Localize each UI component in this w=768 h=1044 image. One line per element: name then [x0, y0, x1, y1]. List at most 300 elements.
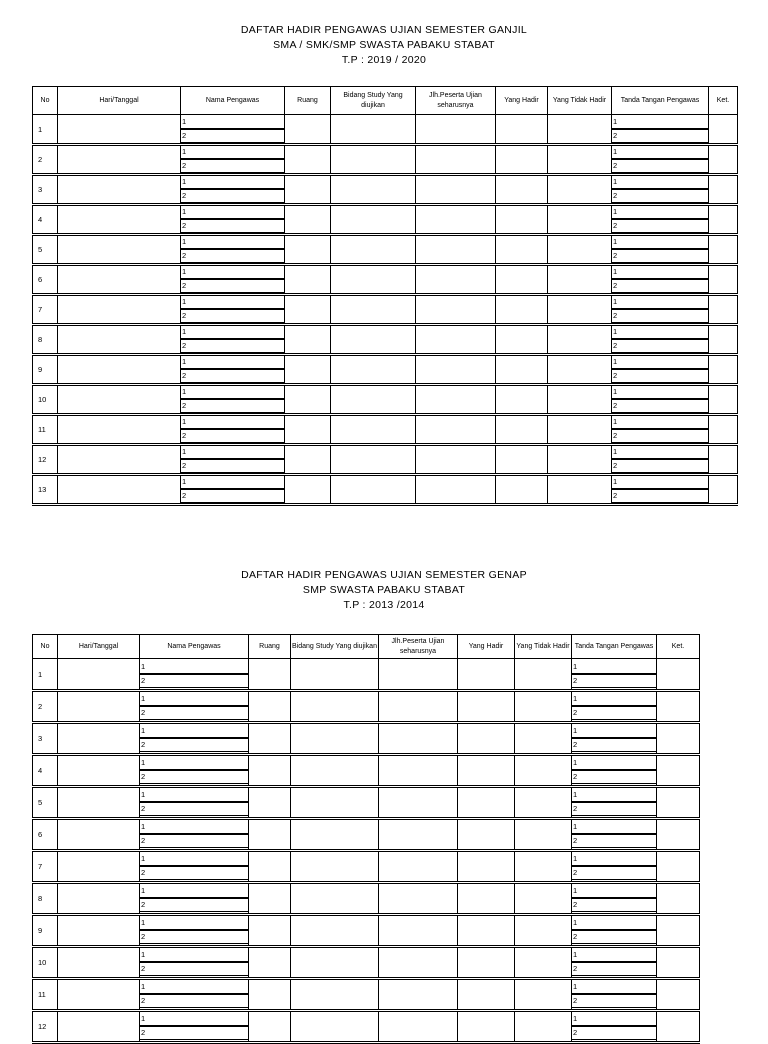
slot-label: 2 [140, 675, 248, 688]
cell-tidak-hadir[interactable] [515, 755, 572, 787]
cell-tidak-hadir[interactable] [515, 947, 572, 979]
slot-label: 1 [181, 476, 284, 490]
cell-ket[interactable] [709, 415, 738, 445]
slot-label: 2 [140, 931, 248, 944]
attendance-table [32, 86, 738, 506]
cell-ruang[interactable] [285, 205, 331, 235]
cell-jlh[interactable] [416, 145, 496, 175]
cell-ket[interactable] [709, 235, 738, 265]
cell-bidang[interactable] [331, 475, 416, 505]
cell-ruang[interactable] [249, 1011, 291, 1043]
signature-cell[interactable] [612, 175, 709, 205]
supervisor-name-cell[interactable] [181, 205, 285, 235]
cell-ruang[interactable] [249, 659, 291, 691]
cell-tidak-hadir[interactable] [515, 659, 572, 691]
cell-jlh[interactable] [379, 947, 458, 979]
cell-jlh[interactable] [379, 659, 458, 691]
signature-cell[interactable] [612, 475, 709, 505]
cell-ruang[interactable] [285, 385, 331, 415]
signature-cell[interactable] [612, 325, 709, 355]
signature-cell[interactable] [612, 265, 709, 295]
cell-ket[interactable] [657, 851, 700, 883]
cell-jlh[interactable] [416, 415, 496, 445]
slot-label: 1 [572, 693, 656, 707]
cell-ruang[interactable] [285, 355, 331, 385]
slot-label: 1 [612, 446, 708, 460]
cell-jlh[interactable] [416, 385, 496, 415]
cell-ket[interactable] [657, 1011, 700, 1043]
cell-bidang[interactable] [291, 787, 379, 819]
cell-ruang[interactable] [249, 787, 291, 819]
cell-hadir[interactable] [496, 295, 548, 325]
cell-hari[interactable] [58, 691, 140, 723]
cell-hari[interactable] [58, 115, 181, 145]
cell-hari[interactable] [58, 235, 181, 265]
slot-label: 2 [612, 130, 708, 143]
slot-label: 1 [181, 206, 284, 220]
cell-ruang[interactable] [285, 445, 331, 475]
cell-hadir[interactable] [496, 145, 548, 175]
cell-ket[interactable] [709, 325, 738, 355]
sheet-title [0, 568, 768, 613]
cell-hadir[interactable] [458, 659, 515, 691]
cell-tidak-hadir[interactable] [515, 915, 572, 947]
row-number: 8 [33, 325, 58, 355]
signature-cell[interactable] [572, 915, 657, 947]
supervisor-name-cell[interactable] [181, 295, 285, 325]
cell-hadir[interactable] [458, 755, 515, 787]
table-row [33, 915, 700, 947]
cell-ruang[interactable] [249, 883, 291, 915]
supervisor-name-cell[interactable] [140, 947, 249, 979]
slot-label: 2 [572, 931, 656, 944]
cell-tidak-hadir[interactable] [515, 851, 572, 883]
cell-hari[interactable] [58, 385, 181, 415]
header-no: No [33, 635, 58, 659]
cell-tidak-hadir[interactable] [548, 355, 612, 385]
cell-ket[interactable] [657, 915, 700, 947]
cell-ruang[interactable] [285, 265, 331, 295]
signature-cell[interactable] [612, 205, 709, 235]
slot-label: 2 [181, 490, 284, 503]
signature-cell[interactable] [612, 115, 709, 145]
signature-cell[interactable] [572, 659, 657, 691]
signature-cell[interactable] [572, 787, 657, 819]
slot-label: 2 [181, 130, 284, 143]
cell-tidak-hadir[interactable] [515, 819, 572, 851]
slot-label: 2 [612, 220, 708, 233]
cell-jlh[interactable] [416, 175, 496, 205]
cell-hadir[interactable] [496, 445, 548, 475]
signature-cell[interactable] [572, 851, 657, 883]
cell-hadir[interactable] [496, 355, 548, 385]
cell-hari[interactable] [58, 947, 140, 979]
supervisor-name-cell[interactable] [181, 235, 285, 265]
cell-jlh[interactable] [379, 883, 458, 915]
supervisor-name-cell[interactable] [140, 691, 249, 723]
signature-cell[interactable] [612, 235, 709, 265]
cell-tidak-hadir[interactable] [548, 475, 612, 505]
cell-bidang[interactable] [331, 415, 416, 445]
cell-ruang[interactable] [285, 415, 331, 445]
cell-ruang[interactable] [285, 145, 331, 175]
supervisor-name-cell[interactable] [181, 445, 285, 475]
cell-tidak-hadir[interactable] [548, 235, 612, 265]
cell-hadir[interactable] [458, 883, 515, 915]
header-bidang: Bidang Study Yang diujikan [331, 87, 416, 115]
cell-hadir[interactable] [458, 691, 515, 723]
cell-ruang[interactable] [285, 115, 331, 145]
cell-ruang[interactable] [285, 475, 331, 505]
slot-label: 1 [572, 821, 656, 835]
cell-ket[interactable] [709, 175, 738, 205]
cell-ruang[interactable] [249, 915, 291, 947]
slot-label: 2 [572, 739, 656, 752]
signature-cell[interactable] [572, 755, 657, 787]
cell-hari[interactable] [58, 979, 140, 1011]
slot-label: 2 [572, 803, 656, 816]
slot-label: 1 [140, 885, 248, 899]
cell-hadir[interactable] [458, 787, 515, 819]
table-row [33, 385, 738, 415]
cell-tidak-hadir[interactable] [548, 175, 612, 205]
cell-ket[interactable] [709, 355, 738, 385]
slot-label: 2 [140, 995, 248, 1008]
table-row [33, 947, 700, 979]
cell-tidak-hadir[interactable] [548, 205, 612, 235]
cell-hari[interactable] [58, 205, 181, 235]
slot-label: 1 [181, 146, 284, 160]
cell-hari[interactable] [58, 475, 181, 505]
cell-jlh[interactable] [379, 851, 458, 883]
supervisor-name-cell[interactable] [181, 355, 285, 385]
cell-jlh[interactable] [379, 723, 458, 755]
cell-hadir[interactable] [458, 1011, 515, 1043]
cell-ket[interactable] [657, 723, 700, 755]
row-number: 3 [33, 175, 58, 205]
cell-tidak-hadir[interactable] [548, 415, 612, 445]
cell-hari[interactable] [58, 265, 181, 295]
cell-bidang[interactable] [331, 385, 416, 415]
supervisor-name-cell[interactable] [181, 415, 285, 445]
cell-jlh[interactable] [416, 325, 496, 355]
cell-jlh[interactable] [416, 265, 496, 295]
slot-label: 2 [181, 190, 284, 203]
cell-jlh[interactable] [379, 1011, 458, 1043]
supervisor-name-cell[interactable] [140, 883, 249, 915]
cell-jlh[interactable] [379, 819, 458, 851]
cell-hadir[interactable] [458, 723, 515, 755]
signature-cell[interactable] [572, 819, 657, 851]
slot-label: 2 [572, 675, 656, 688]
cell-tidak-hadir[interactable] [515, 1011, 572, 1043]
cell-ket[interactable] [709, 475, 738, 505]
cell-bidang[interactable] [291, 851, 379, 883]
row-number: 6 [33, 265, 58, 295]
cell-jlh[interactable] [416, 205, 496, 235]
supervisor-name-cell[interactable] [140, 1011, 249, 1043]
slot-label: 2 [612, 280, 708, 293]
cell-jlh[interactable] [416, 445, 496, 475]
signature-cell[interactable] [572, 979, 657, 1011]
cell-hari[interactable] [58, 755, 140, 787]
cell-bidang[interactable] [291, 883, 379, 915]
cell-hadir[interactable] [458, 819, 515, 851]
cell-tidak-hadir[interactable] [515, 979, 572, 1011]
cell-ket[interactable] [709, 445, 738, 475]
row-number: 8 [33, 883, 58, 915]
row-number: 7 [33, 295, 58, 325]
cell-jlh[interactable] [379, 915, 458, 947]
cell-hadir[interactable] [496, 325, 548, 355]
cell-hari[interactable] [58, 851, 140, 883]
cell-jlh[interactable] [416, 355, 496, 385]
cell-bidang[interactable] [331, 265, 416, 295]
supervisor-name-cell[interactable] [181, 175, 285, 205]
cell-hadir[interactable] [458, 947, 515, 979]
signature-cell[interactable] [612, 145, 709, 175]
cell-ket[interactable] [709, 145, 738, 175]
row-number: 4 [33, 205, 58, 235]
slot-label: 1 [612, 416, 708, 430]
supervisor-name-cell[interactable] [140, 819, 249, 851]
cell-hari[interactable] [58, 1011, 140, 1043]
supervisor-name-cell[interactable] [181, 115, 285, 145]
signature-cell[interactable] [572, 1011, 657, 1043]
cell-bidang[interactable] [291, 755, 379, 787]
title-line: SMA / SMK/SMP SWASTA PABAKU STABAT [273, 39, 495, 51]
cell-tidak-hadir[interactable] [515, 883, 572, 915]
cell-ket[interactable] [657, 691, 700, 723]
cell-ruang[interactable] [285, 175, 331, 205]
cell-tidak-hadir[interactable] [515, 723, 572, 755]
slot-label: 1 [181, 296, 284, 310]
slot-label: 2 [612, 250, 708, 263]
cell-hadir[interactable] [496, 415, 548, 445]
cell-tidak-hadir[interactable] [515, 691, 572, 723]
row-number: 9 [33, 355, 58, 385]
cell-ruang[interactable] [285, 235, 331, 265]
cell-tidak-hadir[interactable] [548, 145, 612, 175]
slot-label: 2 [181, 460, 284, 473]
signature-cell[interactable] [612, 295, 709, 325]
cell-bidang[interactable] [331, 295, 416, 325]
supervisor-name-cell[interactable] [140, 915, 249, 947]
cell-ruang[interactable] [285, 295, 331, 325]
cell-jlh[interactable] [379, 755, 458, 787]
cell-ruang[interactable] [249, 723, 291, 755]
slot-label: 1 [612, 296, 708, 310]
cell-ruang[interactable] [285, 325, 331, 355]
slot-label: 2 [572, 771, 656, 784]
cell-bidang[interactable] [331, 145, 416, 175]
cell-hadir[interactable] [496, 205, 548, 235]
cell-tidak-hadir[interactable] [548, 385, 612, 415]
cell-hari[interactable] [58, 915, 140, 947]
cell-bidang[interactable] [291, 915, 379, 947]
row-number: 4 [33, 755, 58, 787]
signature-cell[interactable] [612, 385, 709, 415]
cell-hari[interactable] [58, 175, 181, 205]
cell-hadir[interactable] [496, 475, 548, 505]
cell-hadir[interactable] [496, 265, 548, 295]
signature-cell[interactable] [572, 691, 657, 723]
cell-bidang[interactable] [331, 445, 416, 475]
cell-hari[interactable] [58, 445, 181, 475]
cell-ruang[interactable] [249, 851, 291, 883]
signature-cell[interactable] [612, 415, 709, 445]
slot-label: 2 [140, 899, 248, 912]
signature-cell[interactable] [572, 883, 657, 915]
supervisor-name-cell[interactable] [140, 755, 249, 787]
cell-ket[interactable] [657, 755, 700, 787]
supervisor-name-cell[interactable] [140, 659, 249, 691]
cell-ket[interactable] [709, 205, 738, 235]
cell-tidak-hadir[interactable] [548, 115, 612, 145]
signature-cell[interactable] [572, 947, 657, 979]
cell-jlh[interactable] [379, 787, 458, 819]
slot-label: 1 [572, 757, 656, 771]
supervisor-name-cell[interactable] [181, 265, 285, 295]
header-hadir: Yang Hadir [496, 87, 548, 115]
cell-bidang[interactable] [331, 235, 416, 265]
cell-ruang[interactable] [249, 947, 291, 979]
cell-bidang[interactable] [331, 325, 416, 355]
table-row [33, 265, 738, 295]
cell-hadir[interactable] [458, 851, 515, 883]
cell-bidang[interactable] [291, 723, 379, 755]
cell-ket[interactable] [657, 787, 700, 819]
table-row [33, 691, 700, 723]
cell-bidang[interactable] [291, 947, 379, 979]
slot-label: 1 [140, 821, 248, 835]
cell-hari[interactable] [58, 723, 140, 755]
cell-ruang[interactable] [249, 691, 291, 723]
header-hadir: Yang Hadir [458, 635, 515, 659]
cell-ket[interactable] [657, 947, 700, 979]
row-number: 11 [33, 415, 58, 445]
cell-bidang[interactable] [331, 205, 416, 235]
cell-bidang[interactable] [291, 691, 379, 723]
cell-tidak-hadir[interactable] [548, 265, 612, 295]
supervisor-name-cell[interactable] [181, 385, 285, 415]
cell-hari[interactable] [58, 787, 140, 819]
header-jlh: Jlh.Peserta Ujian seharusnya [416, 87, 496, 115]
cell-hari[interactable] [58, 819, 140, 851]
header-nama: Nama Pengawas [181, 87, 285, 115]
slot-label: 2 [612, 310, 708, 323]
cell-jlh[interactable] [416, 235, 496, 265]
cell-hari[interactable] [58, 355, 181, 385]
header-nama: Nama Pengawas [140, 635, 249, 659]
supervisor-name-cell[interactable] [181, 325, 285, 355]
table-row [33, 1011, 700, 1043]
title-line: SMP SWASTA PABAKU STABAT [302, 584, 466, 596]
row-number: 6 [33, 819, 58, 851]
cell-hadir[interactable] [496, 175, 548, 205]
slot-label: 1 [572, 917, 656, 931]
cell-hari[interactable] [58, 415, 181, 445]
cell-jlh[interactable] [416, 295, 496, 325]
cell-hari[interactable] [58, 295, 181, 325]
slot-label: 1 [572, 1013, 656, 1027]
cell-jlh[interactable] [416, 115, 496, 145]
slot-label: 2 [612, 490, 708, 503]
slot-label: 1 [612, 206, 708, 220]
cell-tidak-hadir[interactable] [548, 445, 612, 475]
cell-ket[interactable] [709, 115, 738, 145]
cell-tidak-hadir[interactable] [548, 295, 612, 325]
slot-label: 1 [572, 885, 656, 899]
cell-hari[interactable] [58, 325, 181, 355]
slot-label: 1 [140, 725, 248, 739]
cell-ruang[interactable] [249, 755, 291, 787]
cell-bidang[interactable] [291, 819, 379, 851]
cell-ket[interactable] [709, 385, 738, 415]
supervisor-name-cell[interactable] [140, 723, 249, 755]
cell-bidang[interactable] [331, 175, 416, 205]
row-number: 5 [33, 235, 58, 265]
cell-hadir[interactable] [458, 915, 515, 947]
cell-hadir[interactable] [496, 115, 548, 145]
cell-ket[interactable] [657, 659, 700, 691]
cell-hadir[interactable] [496, 235, 548, 265]
cell-ket[interactable] [657, 883, 700, 915]
cell-hari[interactable] [58, 659, 140, 691]
row-number: 3 [33, 723, 58, 755]
cell-hadir[interactable] [496, 385, 548, 415]
cell-ket[interactable] [657, 819, 700, 851]
slot-label: 1 [181, 446, 284, 460]
slot-label: 2 [140, 867, 248, 880]
signature-cell[interactable] [612, 445, 709, 475]
signature-cell[interactable] [572, 723, 657, 755]
slot-label: 2 [140, 771, 248, 784]
supervisor-name-cell[interactable] [140, 787, 249, 819]
supervisor-name-cell[interactable] [181, 475, 285, 505]
row-number: 5 [33, 787, 58, 819]
cell-bidang[interactable] [331, 355, 416, 385]
supervisor-name-cell[interactable] [181, 145, 285, 175]
signature-cell[interactable] [612, 355, 709, 385]
cell-tidak-hadir[interactable] [548, 325, 612, 355]
cell-hari[interactable] [58, 883, 140, 915]
cell-bidang[interactable] [331, 115, 416, 145]
title-line: T.P : 2019 / 2020 [341, 54, 427, 66]
cell-hadir[interactable] [458, 979, 515, 1011]
cell-tidak-hadir[interactable] [515, 787, 572, 819]
cell-bidang[interactable] [291, 659, 379, 691]
slot-label: 2 [181, 160, 284, 173]
cell-ruang[interactable] [249, 979, 291, 1011]
cell-ket[interactable] [709, 265, 738, 295]
cell-ruang[interactable] [249, 819, 291, 851]
supervisor-name-cell[interactable] [140, 851, 249, 883]
table-row [33, 145, 738, 175]
cell-jlh[interactable] [379, 979, 458, 1011]
cell-jlh[interactable] [416, 475, 496, 505]
cell-jlh[interactable] [379, 691, 458, 723]
supervisor-name-cell[interactable] [140, 979, 249, 1011]
cell-ket[interactable] [657, 979, 700, 1011]
cell-bidang[interactable] [291, 1011, 379, 1043]
cell-bidang[interactable] [291, 979, 379, 1011]
slot-label: 1 [572, 725, 656, 739]
cell-hari[interactable] [58, 145, 181, 175]
cell-ket[interactable] [709, 295, 738, 325]
slot-label: 2 [181, 220, 284, 233]
slot-label: 1 [181, 176, 284, 190]
